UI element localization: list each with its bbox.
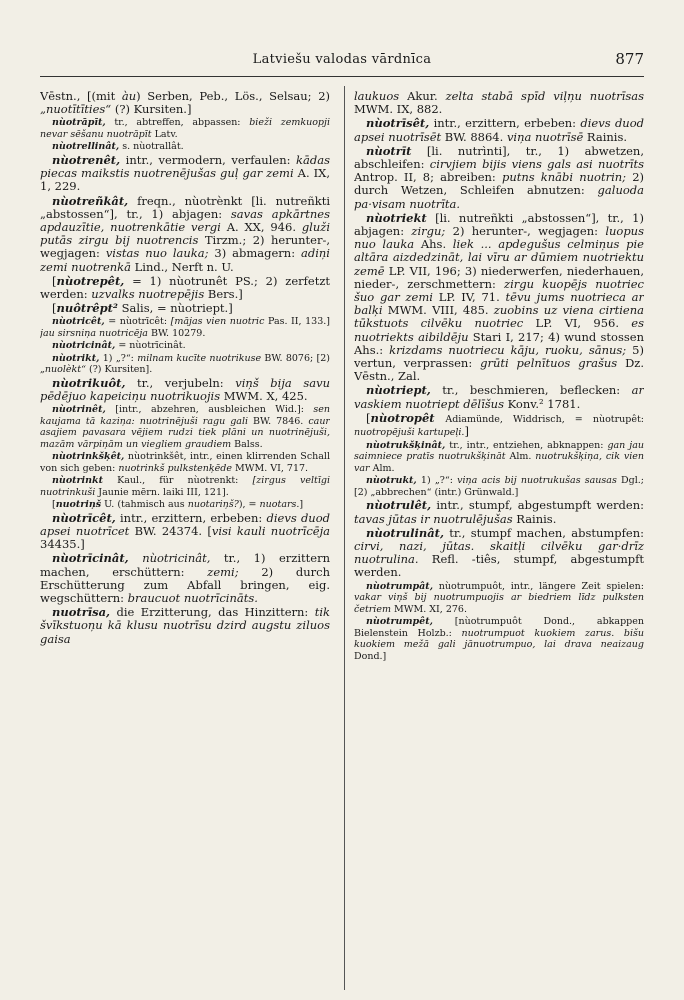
entry-text: nuotropējuši kartupeļi.: [354, 427, 465, 439]
headword: nùotrinêt,: [52, 404, 106, 416]
entry-text: viņa acis bij nuotrukušas sausas: [457, 475, 617, 487]
dictionary-entry: [40, 195, 330, 274]
headword: nùotrinkt: [52, 475, 104, 487]
entry-text: Alm.: [505, 451, 536, 463]
entry-text: uzvalks nuotrepējis: [91, 286, 205, 301]
entry-text: BW. 24374. [: [129, 523, 212, 538]
entry-text: 5) vertun, verprassen:: [354, 342, 644, 371]
entry-text: MWM. VI, 717.: [231, 462, 309, 474]
dictionary-entry: [40, 451, 330, 474]
entry-text: àu: [121, 90, 137, 103]
entry-text: MWM. VIII, 485.: [382, 303, 494, 318]
entry-text: dievs duod apsei nuotrīsēt: [354, 116, 644, 144]
headword: nùotrīsêt,: [366, 116, 430, 131]
entry-text: BW. 10279.: [147, 327, 206, 339]
entry-text: s. nùotrallât.: [119, 141, 184, 153]
entry-text: liek ... apdegušus celmiņus pie altāra aizdedzināt, lai vīru ar dūmiem nuotriektu zemē: [354, 237, 644, 278]
entry-text: = 1) nùotrunêt PS.; 2) zerfetzt werden:: [40, 273, 330, 301]
entry-text: Bers.]: [204, 286, 243, 301]
entry-text: jau sirsniņa nuotricēja: [40, 327, 148, 339]
entry-text: Rainis.: [583, 129, 628, 144]
entry-text: Pas. II, 133.]: [264, 316, 330, 328]
dictionary-entry: [354, 117, 644, 143]
entry-text: 2) durch Wetzen, Schleifen abnutzen:: [354, 170, 644, 198]
dictionary-entry: [40, 90, 330, 116]
entry-text: nuotrukšķiņa, cik vien var: [354, 451, 644, 474]
entry-text: Dond.]: [354, 650, 387, 662]
headword: nùotrāpīt,: [52, 117, 106, 129]
dictionary-entry: [354, 499, 644, 525]
entry-text: A. IX, 1, 229.: [40, 166, 330, 194]
entry-text: Salis, = nùotriept.]: [117, 301, 233, 316]
dictionary-entry: [40, 275, 330, 301]
headword: nùotricêt,: [52, 316, 105, 328]
headword: nùotrukt,: [366, 475, 417, 487]
headword: nùotrepêt,: [56, 273, 125, 288]
dictionary-entry: [354, 212, 644, 384]
entry-text: = nùotrīcêt:: [104, 316, 171, 328]
entry-text: grūti pelnītuos grašus: [480, 356, 618, 371]
entry-text: 1) „?“:: [416, 475, 458, 487]
headword: nùotricinât,: [52, 340, 116, 352]
entry-text: kādas piecas maikstis nuotrenējušas guļ gar zemi: [40, 152, 330, 181]
entry-text: Jaunie mērn. laiki III, 121].: [95, 486, 229, 498]
left-column: [40, 90, 330, 990]
entry-text: 34435.]: [40, 537, 85, 552]
dictionary-entry: [354, 440, 644, 475]
entry-text: BW. 8076; [2): [261, 352, 330, 364]
entry-text: nuotrumpuot kuokiem zarus. bišu kuokiem mežā gali jānuotrumpuo, lai drava neaizaug: [354, 627, 644, 651]
entry-text: Antrop. II, 8; abreiben:: [354, 170, 502, 185]
dictionary-entry: [354, 90, 644, 116]
entry-text: Adiamünde, Widdrisch, = nùotrupêt:: [445, 413, 644, 425]
entry-text: cirvi, nazi, jūtas. skaitļi cilvēku gar·drīz nuotrulina.: [354, 538, 644, 567]
headword: nùotriept,: [366, 383, 431, 398]
headword: nùotrīt: [366, 143, 412, 158]
entry-text: „nuotītīties“: [40, 102, 112, 117]
entry-text: zuobins uz viena cirtiena tūkstuots cilvēku nuotriec: [354, 303, 644, 331]
headword: nùotrīcêt,: [52, 510, 116, 525]
entry-text: tr., abtreffen, abpassen:: [105, 117, 250, 129]
entry-text: bieži zemkuopji nevar sēšanu nuotrāpīt: [40, 117, 330, 140]
entry-text: MWM. X, 425.: [220, 389, 308, 404]
entry-text: freqn., nùotrènkt [li. nutreñkti „abstossen“], tr., 1) abjagen:: [40, 193, 330, 221]
dictionary-entry: [40, 302, 330, 315]
entry-text: Latv.: [151, 128, 178, 140]
entry-text: putns knābi nuotrin;: [501, 170, 627, 185]
entry-text: [: [52, 301, 57, 316]
dictionary-entry: [40, 316, 330, 339]
entry-text: Dz. Vēstn., Zal.: [354, 356, 644, 384]
entry-text: vistas nuo lauka;: [105, 246, 209, 261]
entry-text: BW. 7846.: [248, 415, 309, 427]
entry-text: intr., erzittern, erbeben:: [115, 510, 267, 525]
entry-text: braucuot nuotrīcināts.: [127, 590, 258, 605]
headword: nuotriņš: [55, 499, 102, 511]
entry-text: gan jau saimniece pratīs nuotrukšķināt: [354, 439, 644, 463]
entry-text: ]: [299, 499, 304, 511]
entry-text: krizdams nuotriecu kāju, ruoku, sānus;: [389, 342, 627, 357]
dictionary-entry: [40, 353, 330, 376]
headword: nuotrīsa,: [52, 605, 111, 620]
entry-text: Akur.: [399, 90, 446, 103]
entry-text: tavas jūtas ir nuotrulējušas: [354, 511, 513, 526]
entry-text: nùotrinkšêt, intr., einen klirrenden Schall von sich geben:: [40, 451, 330, 474]
entry-text: tr., beschmieren, beflecken:: [430, 383, 632, 398]
headword: nùotropêt: [370, 410, 435, 425]
dictionary-entry: [354, 384, 644, 410]
entry-text: laukuos: [354, 90, 400, 103]
headword: nùotrumpêt,: [366, 616, 433, 628]
headword: nùotrulêt,: [366, 498, 432, 513]
dictionary-entry: [40, 512, 330, 552]
entry-text: intr., stumpf, abgestumpft werden:: [431, 498, 644, 513]
entry-text: adiņi zemi nuotrenkā: [40, 246, 330, 274]
entry-text: savas apkārtnes apdauzītie, nuotrenkātie vergi: [40, 206, 330, 234]
dictionary-entry: [40, 475, 330, 498]
entry-text: Lind., Nerft n. U.: [131, 259, 234, 274]
entry-text: Kaul., für nùotrenkt:: [103, 475, 253, 487]
entry-text: es nuotriekts aibildēju: [354, 316, 644, 344]
entry-text: (?) Kursiten].: [85, 364, 153, 376]
entry-text: Balss.: [231, 438, 263, 450]
entry-text: [nùotrumpuôt Dond., abkappen Bielenstein Holzb.:: [354, 616, 644, 639]
entry-text: zirgu kuopējs nuotriec šuo gar zemi: [354, 276, 644, 305]
dictionary-entry: [354, 527, 644, 580]
entry-text: tr., 1) erzittern machen, erschüttern:: [40, 551, 330, 579]
headword: nùotrukšķinât,: [366, 439, 446, 451]
entry-text: LP. VI, 956.: [523, 316, 632, 331]
entry-text: Refl. -tiês, stumpf, abgestumpft werden.: [354, 552, 644, 580]
entry-text: intr., vermodern, verfaulen:: [120, 152, 297, 167]
entry-text: nuotrinkš pulkstenķēde: [118, 462, 232, 474]
entry-text: tr., verjubeln:: [125, 375, 236, 390]
page-number: 877: [615, 50, 644, 68]
entry-text: nùotrumpuôt, intr., längere Zeit spielen:: [433, 580, 644, 592]
entry-text: viņa nuotrīsē: [506, 129, 584, 144]
dictionary-entry: [40, 499, 330, 511]
entry-text: A. XX, 946.: [220, 219, 302, 234]
entry-text: nuotariņš?: [187, 499, 239, 511]
dictionary-entry: [354, 145, 644, 211]
entry-text: zelta stabā spīd viļņu nuotrīsas: [445, 90, 644, 103]
entry-text: Tirzm.; 2) herunter-, wegjagen:: [40, 233, 330, 261]
headword: nùotrenêt,: [52, 152, 121, 167]
dictionary-entry: [40, 117, 330, 140]
entry-text: LP. IV, 71.: [432, 290, 506, 305]
entry-text: zemi;: [207, 564, 239, 579]
entry-text: tr., intr., entziehen, abknappen:: [445, 439, 608, 451]
entry-text: dievs duod apsei nuotrīcet: [40, 510, 330, 538]
dictionary-entry: [354, 616, 644, 662]
right-column: [354, 90, 644, 990]
entry-text: (?) Kursiten.]: [111, 102, 192, 117]
entry-text: Stari I, 217; 4) wund stossen Ahs.:: [354, 329, 644, 357]
entry-text: die Erzitterung, das Hinzittern:: [110, 605, 315, 620]
entry-text: MWM. XI, 276.: [390, 603, 467, 615]
entry-text: = nùotrīcinât.: [115, 340, 186, 352]
entry-text: [129, 551, 143, 565]
dictionary-entry: [40, 141, 330, 153]
entry-text: [mājas vien nuotric: [170, 316, 265, 328]
page-header: [40, 50, 644, 77]
headword: nùotrumpât,: [366, 580, 433, 592]
entry-text: LP. VII, 196; 3) niederwerfen, niederhauen, nieder-, zerschmettern:: [354, 263, 644, 291]
headword: nùotreñkât,: [52, 193, 129, 208]
dictionary-entry: [354, 475, 644, 498]
entry-text: intr., erzittern, erbeben:: [429, 116, 581, 131]
entry-text: [: [52, 273, 57, 288]
entry-text: 1) „?“:: [99, 352, 138, 364]
headword: nùotriekt: [366, 210, 427, 225]
entry-text: Rainis.: [512, 511, 557, 526]
entry-text: Ahs.: [414, 237, 453, 252]
entry-text: tēvu jums nuotrieca ar balķi: [354, 290, 644, 318]
dictionary-entry: [40, 154, 330, 194]
entry-text: [zirgus veltīgi nuotrinkuši: [40, 475, 330, 498]
entry-text: gluži putās zirgu bij nuotrencis: [40, 219, 330, 248]
entry-text: [: [366, 410, 371, 425]
dictionary-entry: [354, 412, 644, 439]
dictionary-entry: [40, 552, 330, 605]
entry-text: Dgl.; [2) „abbrechen“ (intr.) Grünwald.]: [354, 475, 644, 498]
entry-text: ]: [464, 424, 469, 439]
entry-text: tik švīkstuoņu kā klusu nuotrīsu dzird augstu ziluos gaisa: [40, 605, 330, 646]
entry-text: nuotars.: [259, 499, 300, 511]
entry-text: galuoda pa·visam nuotrīta.: [354, 183, 644, 211]
entry-text: „nuolèkt“: [40, 364, 86, 376]
entry-text: [intr., abzehren, ausbleichen Wid.]:: [105, 404, 314, 416]
headword: nuôtrêpt²: [56, 301, 118, 316]
headword: nùotrikt,: [52, 352, 100, 364]
entry-text: caur asajiem pavasara vējiem rudzi tiek plāni un nuotrinējuši, mazām vārpiņām un viegliem graudiem: [40, 415, 330, 450]
dictionary-entry: [354, 581, 644, 616]
entry-text: 2) durch Erschütterung zum Abfall bringen, eig. wegschüttern:: [40, 564, 330, 605]
column-divider: [344, 86, 345, 990]
dictionary-entry: [40, 404, 330, 450]
headword: nùotrulinât,: [366, 525, 444, 540]
running-title: Latviešu valodas vārdnīca: [252, 52, 432, 67]
entry-text: ar vaskiem nuotriept dēlīšus: [354, 383, 644, 411]
dictionary-entry: [40, 377, 330, 403]
headword: nùotrellinât,: [52, 141, 120, 153]
entry-text: viņš bija savu pēdējuo kapeiciņu nuotrikuojis: [40, 375, 330, 404]
entry-text: luopus nuo lauka: [354, 224, 644, 252]
entry-text: milnam kucīte nuotrikuse: [137, 352, 262, 364]
entry-text: zirgu;: [411, 224, 446, 239]
entry-text: tr., stumpf machen, abstumpfen:: [444, 525, 644, 540]
entry-text: visi kauli nuotrīcēja: [211, 523, 330, 538]
entry-text: cirvjiem bijis viens gals asi nuotrīts: [429, 157, 644, 172]
entry-text: nùotricinât,: [142, 551, 211, 566]
entry-text: Alm.: [369, 462, 395, 474]
dictionary-entry: [40, 340, 330, 352]
entry-text: Konv.² 1781.: [503, 396, 581, 411]
headword: nùotrikuôt,: [52, 375, 126, 390]
entry-text: [435, 411, 446, 425]
entry-text: Vēstn., [(mit: [40, 90, 122, 103]
entry-text: sen kaujama tā kaziņa: nuotrinējuši ragu gali: [40, 404, 330, 427]
dictionary-entry: [40, 606, 330, 646]
headword: nùotrīcinât,: [52, 551, 129, 566]
entry-text: 2) herunter-, wegjagen:: [445, 224, 606, 239]
headword: nùotrinkšķêt,: [52, 451, 125, 463]
entry-text: 3) abmagern:: [208, 246, 301, 261]
entry-text: vakar viņš bij nuotrumpuojis ar biedriem līdz pulksten četriem: [354, 592, 644, 615]
entry-text: ) Serben, Peb., Lös., Selsau; 2): [136, 90, 330, 103]
entry-text: [li. nutreñkti „abstossen“], tr., 1) abjagen:: [354, 210, 644, 239]
entry-text: U. (tahmisch aus: [101, 499, 188, 511]
entry-text: ), =: [238, 499, 260, 511]
entry-text: MWM. IX, 882.: [354, 102, 443, 117]
entry-text: [: [52, 499, 56, 511]
entry-text: [li. nutrìnti], tr., 1) abwetzen, abschleifen:: [354, 143, 644, 172]
entry-text: BW. 8864.: [441, 129, 507, 144]
